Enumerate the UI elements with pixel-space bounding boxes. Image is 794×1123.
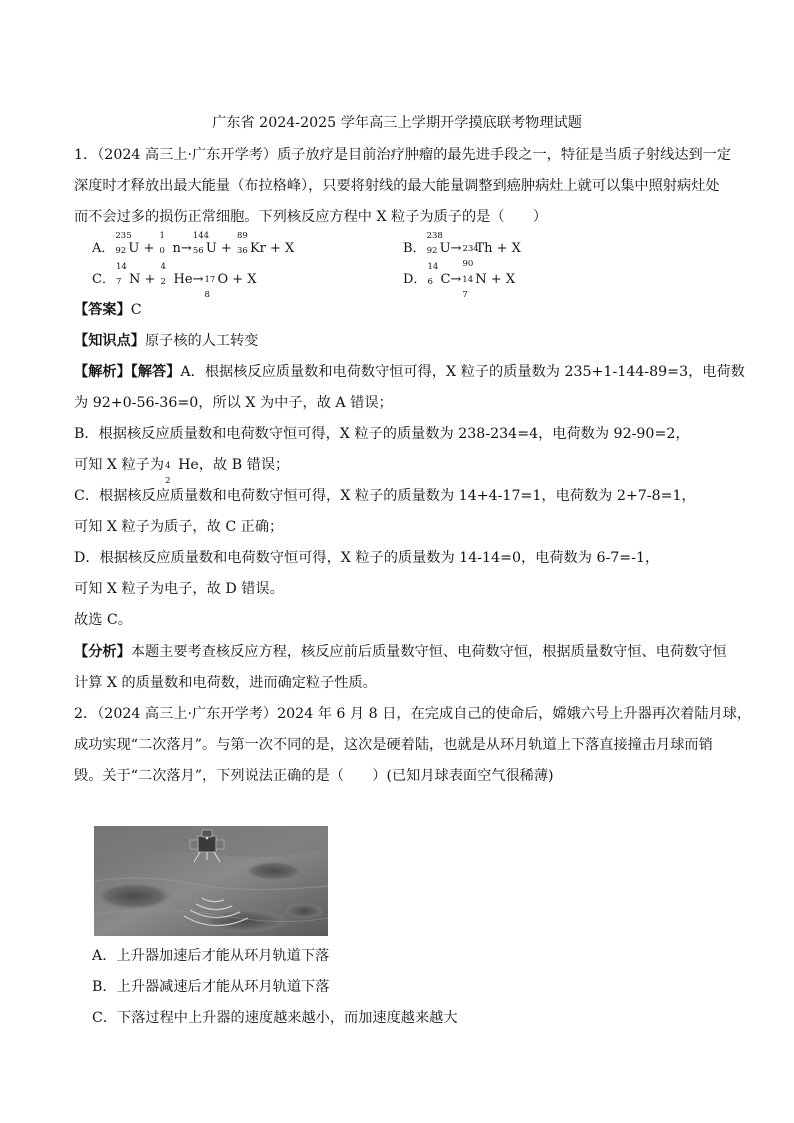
knowledge-point-label: 【知识点】 — [74, 333, 145, 349]
fenxi-label: 【分析】 — [74, 644, 131, 660]
nuclide: 144 56 U — [192, 231, 217, 256]
q1-analysis-line-4: 可知 X 粒子为 4 2 He，故 B 错误； — [74, 457, 290, 486]
option-letter: A． — [92, 241, 115, 256]
nuclide: 1 0 n — [159, 231, 181, 256]
q1-option-d: D． 14 6 C→ 14 7 N + X — [403, 262, 516, 300]
q1-analysis-line-1: 【解析】【解答】A．根据核反应质量数和电荷数守恒可得，X 粒子的质量数为 235+1-144-89=3，电荷数 — [74, 364, 745, 380]
q1-analysis-line-7: D．根据核反应质量数和电荷数守恒可得，X 粒子的质量数为 14-14=0，电荷数为 6-7=-1， — [74, 550, 660, 566]
nuclide: 14 6 C — [427, 262, 451, 287]
q1-stem-line-2: 深度时才释放出最大能量（布拉格峰），只要将射线的最大能量调整到癌肿病灶上就可以集中照射病灶处 — [74, 178, 720, 194]
q1-analysis-line-2: 为 92+0-56-36=0，所以 X 为中子，故 A 错误； — [74, 395, 393, 411]
q1-analysis-line-9: 故选 C。 — [74, 612, 132, 628]
q1-analysis-line-6: 可知 X 粒子为质子，故 C 正确； — [74, 519, 284, 535]
q1-analysis-line-8: 可知 X 粒子为电子，故 D 错误。 — [74, 581, 284, 597]
q1-option-c: C． 14 7 N + 4 2 He→ 17 8 O + X — [92, 262, 257, 300]
answer-label: 【答案】 — [74, 302, 131, 318]
q1-fenxi-line-1: 【分析】本题主要考查核反应方程，核反应前后质量数守恒、电荷数守恒，根据质量数守恒、电荷数守恒 — [74, 644, 727, 660]
q1-analysis-line-5: C．根据核反应质量数和电荷数守恒可得，X 粒子的质量数为 14+4-17=1，电荷数为 2+7-8=1， — [74, 488, 696, 504]
q1-option-a: A． 235 92 U + 1 0 n→ 144 56 U + 89 36 Kr + X — [92, 239, 294, 259]
q2-option-a: A．上升器加速后才能从环月轨道下落 — [92, 948, 330, 964]
answer-value: C — [130, 302, 142, 318]
nuclide: 235 92 U — [115, 231, 140, 256]
nuclide: 14 7 N — [115, 262, 141, 287]
q2-stem-line-1: 2．（2024 高三上·广东开学考）2024 年 6 月 8 日，在完成自己的使命后，嫦娥六号上升器再次着陆月球， — [74, 706, 752, 722]
q1-fenxi-line-2: 计算 X 的质量数和电荷数，进而确定粒子性质。 — [74, 675, 377, 691]
option-letter: C． — [92, 272, 115, 287]
q1-option-b: B． 238 92 U→ 234 90 Th + X — [403, 231, 521, 269]
q2-stem-line-3: 毁。关于“二次落月”，下列说法正确的是（ ）(已知月球表面空气很稀薄) — [74, 768, 554, 784]
q1-analysis-line-3: B．根据核反应质量数和电荷数守恒可得，X 粒子的质量数为 238-234=4，电荷数为 92-90=2， — [74, 426, 690, 442]
q1-knowledge-point — [74, 331, 258, 351]
knowledge-point-value: 原子核的人工转变 — [144, 333, 259, 349]
lunar-lander-photo — [94, 826, 328, 936]
q2-option-c: C．下落过程中上升器的速度越来越小，而加速度越来越大 — [92, 1010, 458, 1026]
nuclide: 238 92 U — [426, 231, 451, 256]
nuclide: 4 2 He — [160, 262, 193, 287]
q1-stem-line-1: 1．（2024 高三上·广东开学考）质子放疗是目前治疗肿瘤的最先进手段之一，特征是当质子射线达到一定 — [74, 147, 732, 163]
q1-stem-line-3: 而不会过多的损伤正常细胞。下列核反应方程中 X 粒子为质子的是（ ） — [74, 209, 548, 225]
option-letter: D． — [403, 272, 427, 287]
q2-option-b: B．上升器减速后才能从环月轨道下落 — [92, 979, 330, 995]
nuclide: 89 36 Kr — [236, 231, 266, 256]
q2-stem-line-2: 成功实现“二次落月”。与第一次不同的是，这次是硬着陆，也就是从环月轨道上下落直接撞击月球而销 — [74, 737, 713, 753]
analysis-label: 【解析】【解答】 — [74, 364, 181, 380]
page-title: 广东省 2024-2025 学年高三上学期开学摸底联考物理试题 — [212, 115, 582, 131]
q1-answer — [74, 300, 142, 320]
option-letter: B． — [403, 241, 426, 256]
